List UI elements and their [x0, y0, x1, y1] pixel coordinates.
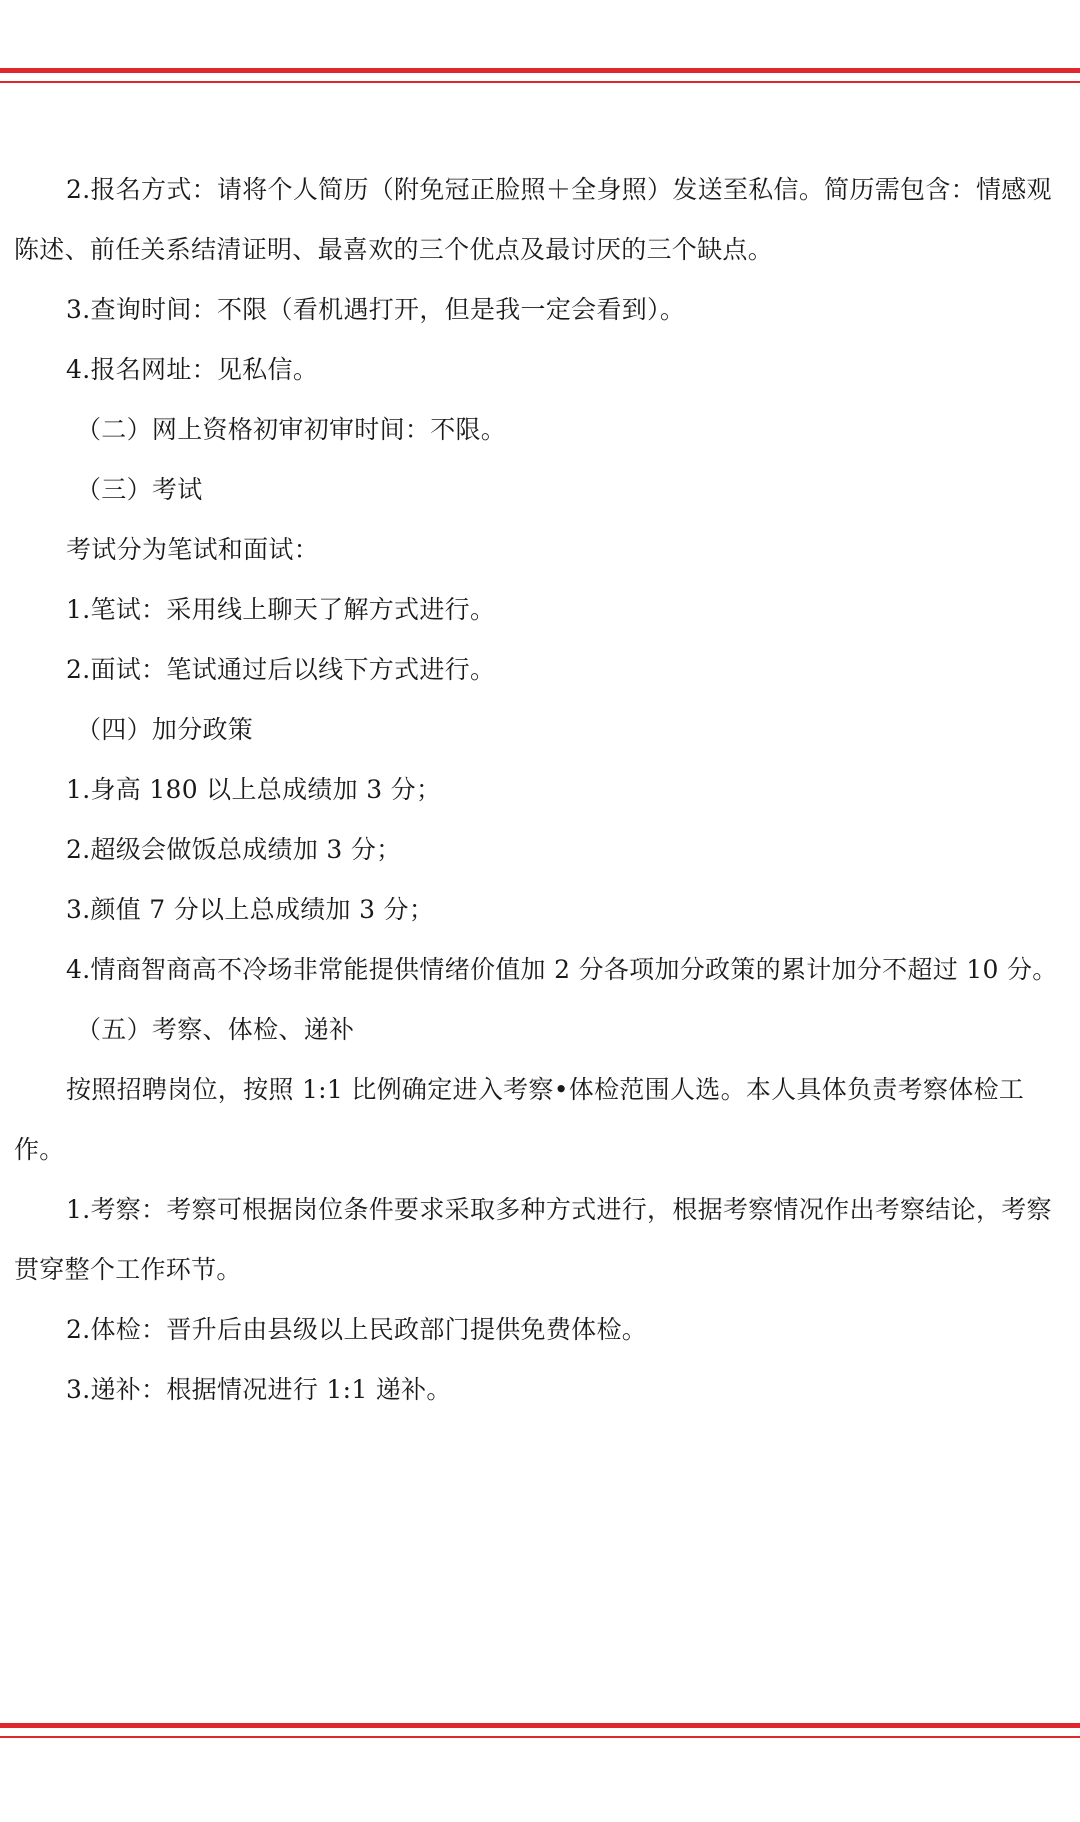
- paragraph: 3.颜值 7 分以上总成绩加 3 分；: [66, 895, 435, 924]
- paragraph: 1.笔试：采用线上聊天了解方式进行。: [66, 595, 496, 624]
- paragraph: 3.查询时间：不限（看机遇打开，但是我一定会看到）。: [66, 295, 686, 324]
- paragraph: 3.递补：根据情况进行 1:1 递补。: [66, 1375, 452, 1404]
- document-body: [14, 160, 1074, 1420]
- section-heading: （五）考察、体检、递补: [76, 1015, 355, 1044]
- header-rule-thick: [0, 68, 1080, 73]
- paragraph: 2.报名方式：请将个人简历（附免冠正脸照＋全身照）发送至私信。简历需包含：情感观陈述、前任关系结清证明、最喜欢的三个优点及最讨厌的三个缺点。: [14, 175, 1052, 264]
- footer-rule-thin: [0, 1736, 1080, 1738]
- paragraph: 2.超级会做饭总成绩加 3 分；: [66, 835, 402, 864]
- paragraph: 4.报名网址：见私信。: [66, 355, 319, 384]
- section-heading: （四）加分政策: [76, 715, 254, 744]
- paragraph: 1.考察：考察可根据岗位条件要求采取多种方式进行，根据考察情况作出考察结论，考察贯穿整个工作环节。: [14, 1195, 1052, 1284]
- footer-rule-thick: [0, 1723, 1080, 1728]
- paragraph: 2.体检：晋升后由县级以上民政部门提供免费体检。: [66, 1315, 648, 1344]
- paragraph: 1.身高 180 以上总成绩加 3 分；: [66, 775, 442, 804]
- section-heading: （二）网上资格初审初审时间：不限。: [76, 415, 507, 444]
- header-rule-thin: [0, 81, 1080, 83]
- section-heading: （三）考试: [76, 475, 203, 504]
- paragraph: 4.情商智商高不冷场非常能提供情绪价值加 2 分各项加分政策的累计加分不超过 10 分。: [66, 955, 1058, 984]
- paragraph: 考试分为笔试和面试：: [66, 535, 320, 564]
- paragraph: 按照招聘岗位，按照 1:1 比例确定进入考察•体检范围人选。本人具体负责考察体检工作。: [14, 1075, 1025, 1164]
- paragraph: 2.面试：笔试通过后以线下方式进行。: [66, 655, 496, 684]
